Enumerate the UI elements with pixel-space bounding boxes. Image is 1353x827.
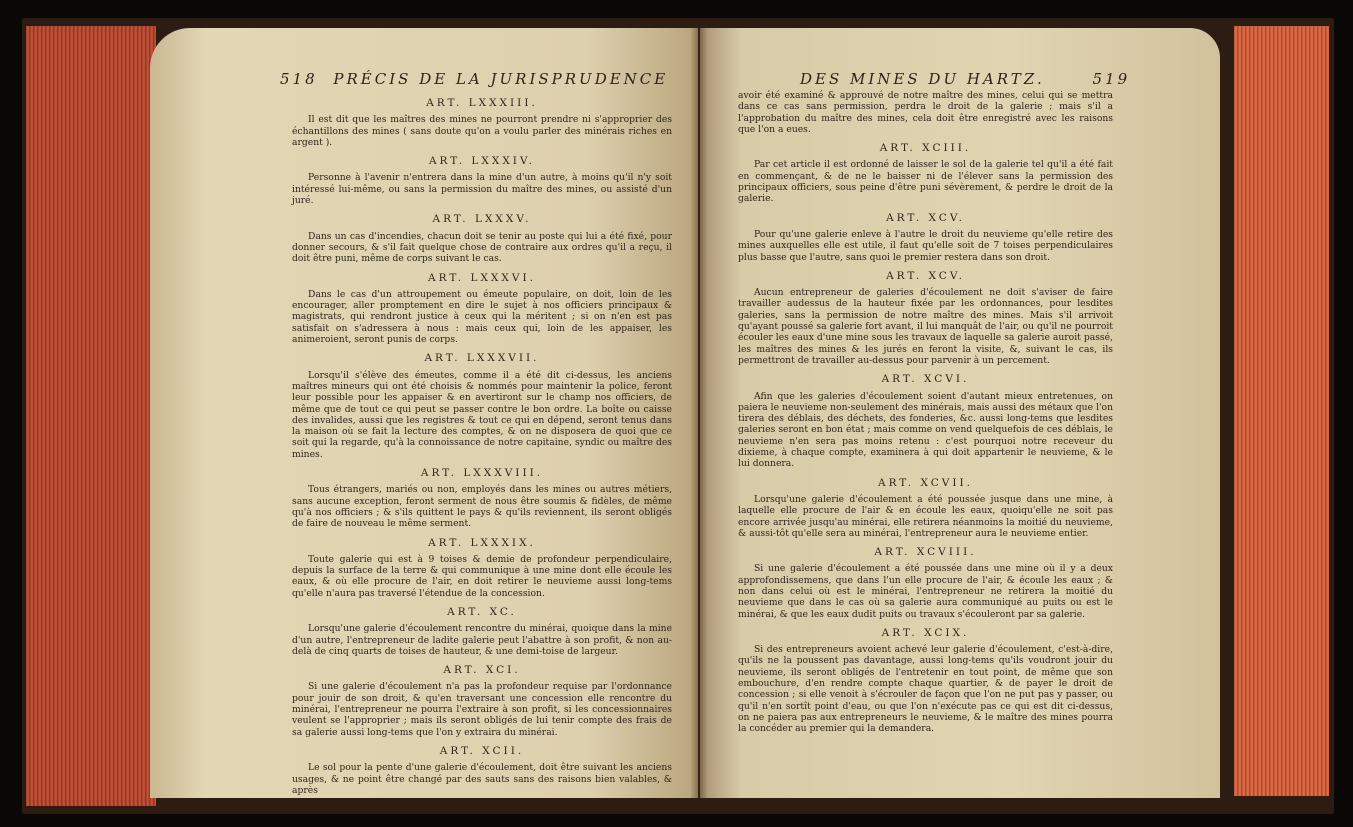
article: [738, 374, 1113, 469]
article-heading: ART. XCVIII.: [874, 546, 977, 559]
article-text: Dans un cas d'incendies, chacun doit se tenir au poste qui lui a été fixé, pour donner secours, & s'il fait quelque chose de contraire aux ordres qu'il a reçu, il doit être puni, même de corps suivant le cas.: [292, 230, 672, 265]
article-heading: ART. LXXXIII.: [426, 97, 538, 109]
article-heading: ART. LXXXIX.: [428, 536, 536, 549]
article-text: Si une galerie d'écoulement n'a pas la profondeur requise par l'ordonnance pour jouir de son droit, & qu'en traversant une concession elle rencontre du minérai, l'entrepreneur ne pourra l'extraire à son profit, si les concessionnaires veulent se l'approprier ; mais ils seront obligés de lui tenir compte des frais de sa galerie aussi long-tems que l'on y extraira du minérai.: [292, 681, 672, 738]
article-text: Aucun entrepreneur de galeries d'écoulement ne doit s'aviser de faire travailler audessus de la hauteur fixée par les ordonnances, pour lesdites galeries, sans la permission de notre maître des mines. Mais s'il arrivoit qu'ayant poussé sa galerie fort avant, il lui manquât de l'air, ou qu'il ne pourroit écouler les eaux d'une mine sous les travaux de laquelle sa galerie auroit passé, les maîtres des mines & les jurés en feront la visite, &, suivant le cas, ils permettront de travailler au-dessus pour parvenir à un percement.: [738, 287, 1113, 366]
article: [292, 98, 672, 148]
article-text: Si des entrepreneurs avoient achevé leur galerie d'écoulement, c'est-à-dire, qu'ils ne la poussent pas davantage, aussi long-tems qu'ils voudront jouir du neuvieme, ils seront obligés de l'entretenir en tout point, de même que son embouchure, d'en rendre compte chaque quartier, & de payer le droit de concession ; si elle venoit à s'écrouler de façon que l'on ne put pas y passer, ou qu'il n'en sortît point d'eau, ou que l'on n'exécute pas ce qui est dit ci-dessus, on ne paiera pas aux entrepreneurs le neuvieme, & le maître des mines pourra la concéder au premier qui la demandera.: [738, 644, 1113, 735]
article: [292, 538, 672, 599]
article-heading: ART. XCVII.: [878, 476, 973, 489]
continuation-text: avoir été examiné & approuvé de notre maître des mines, celui qui se mettra dans ce cas sans permission, perdra le droit de la galerie ; mais s'il a l'approbation du maître des mines, cela doit être enregistré avec les raisons que l'on a eues.: [738, 90, 1113, 135]
article-text: Lorsqu'il s'élève des émeutes, comme il a été dit ci-dessus, les anciens maîtres mineurs qui ont été choisis & nommés pour maintenir la police, feront leur possible pour les appaiser & en avertiront sur le champ nos officiers, de même que de tout ce qui peut se passer contre le bon ordre. La boîte ou caisse des invalides, aussi que les registres & tout ce qui en dépend, seront tenus dans la maison où se fait la lecture des comptes, & on ne disposera de quoi que ce soit qui la regarde, qu'à la connoissance de notre capitaine, syndic ou maître des mines.: [292, 369, 672, 460]
article-text: Tous étrangers, mariés ou non, employés dans les mines ou autres métiers, sans aucune exception, feront serment de nous être soumis & fidèles, de même qu'à nos officiers ; & s'ils quittent le pays & qu'ils reviennent, ils seront obligés de faire de nouveau le même serment.: [292, 484, 672, 530]
running-head: DES MINES DU HARTZ.: [800, 70, 1045, 88]
article-heading: ART. XCII.: [439, 744, 525, 757]
article-text: Il est dit que les maîtres des mines ne pourront prendre ni s'approprier des échantillons des mines ( sans doute qu'on a voulu parler des minérais riches en argent ).: [292, 114, 672, 148]
article: [738, 143, 1113, 204]
book-gutter: [690, 28, 708, 798]
article-heading: ART. XCI.: [443, 664, 521, 677]
article-text: Personne à l'avenir n'entrera dans la mine d'un autre, à moins qu'il n'y soit intéressé lui-même, ou sans la permission du maître des mines, ou assisté d'un juré.: [292, 172, 672, 207]
article: [292, 746, 672, 796]
article-heading: ART. LXXXV.: [432, 213, 532, 226]
article-heading: ART. LXXXVI.: [428, 271, 536, 284]
article-heading: ART. XCIX.: [881, 626, 970, 639]
article: [738, 547, 1113, 620]
article: [292, 607, 672, 657]
page-number: 518: [280, 70, 318, 88]
running-head: PRÉCIS DE LA JURISPRUDENCE: [333, 70, 669, 88]
right-page-header: [800, 70, 1130, 88]
left-page-header: [280, 70, 668, 88]
article: [292, 273, 672, 346]
article: [738, 628, 1113, 735]
right-page-edges: [1234, 26, 1329, 796]
article-text: Le sol pour la pente d'une galerie d'écoulement, doit être suivant les anciens usages, & ne point être changé par des sauts sans des raisons bien valables, & après: [292, 762, 672, 796]
left-page-body: [292, 90, 672, 796]
article-text: Toute galerie qui est à 9 toises & demie de profondeur perpendiculaire, depuis la surface de la terre & qui communique à une mine dont elle écoule les eaux, & où elle procure de l'air, en doit retirer le neuvieme aussi long-tems qu'elle n'aura pas traversé l'étendue de la concession.: [292, 553, 672, 599]
article: [738, 478, 1113, 539]
page-number: 519: [1092, 70, 1131, 88]
article-heading: ART. LXXXVIII.: [420, 467, 544, 480]
article: [738, 213, 1113, 263]
article: [292, 214, 672, 264]
left-page: [150, 28, 698, 798]
article-text: Lorsqu'une galerie d'écoulement rencontre du minérai, quoique dans la mine d'un autre, l'entrepreneur de ladite galerie peut l'abattre à son profit, & non au-delà de cinq quarts de toises de hauteur, & une demi-toise de largeur.: [292, 623, 672, 657]
right-page-body: [738, 90, 1113, 735]
article: [292, 468, 672, 529]
article: [292, 156, 672, 206]
article-heading: ART. XCV.: [886, 269, 965, 282]
article-heading: ART. XCIII.: [879, 142, 972, 155]
article-text: Lorsqu'une galerie d'écoulement a été poussée jusque dans une mine, à laquelle elle procure de l'air & en écoule les eaux, quoiqu'elle ne soit pas encore arrivée jusqu'au minérai, elle retirera néanmoins la moitié du neuvieme, & aussi-tôt qu'elle sera au minérai, l'entrepreneur aura le neuvieme entier.: [738, 493, 1113, 539]
article-heading: ART. LXXXVII.: [424, 352, 540, 365]
article-heading: ART. LXXXIV.: [428, 155, 536, 168]
right-page: [700, 28, 1220, 798]
article: [738, 271, 1113, 366]
article-text: Par cet article il est ordonné de laisser le sol de la galerie tel qu'il a été fait en commençant, & de ne le baisser ni de l'élever sans la permission des principaux officiers, sous peine d'être puni sévèrement, & perdre le droit de la galerie.: [738, 159, 1113, 205]
article-text: Afin que les galeries d'écoulement soient d'autant mieux entretenues, on paiera le neuvieme non-seulement des minérais, mais aussi des métaux que l'on tirera des déblais, des déchets, des fonderies, &c. aussi long-tems que lesdites galeries seront en bon état ; mais comme on vend quelquefois de ces déblais, le neuvieme n'en sera pas moins retenu : c'est pourquoi notre receveur du dixieme, à chaque compte, examinera à qui doit appartenir le neuvieme, & le lui donnera.: [738, 390, 1113, 470]
article-heading: ART. XCVI.: [881, 373, 970, 386]
article: [292, 353, 672, 460]
article-heading: ART. XC.: [447, 605, 517, 618]
article-text: Si une galerie d'écoulement a été poussée dans une mine où il y a deux approfondissemens, que dans l'un elle procure de l'air, & écoule les eaux ; & non dans celui où est le minérai, l'entrepreneur ne retirera la moitié du neuvieme que dans le cas où sa galerie aura communiqué au puits ou est le minérai, & que les eaux dudit puits ou travaux s'écouleront par sa galerie.: [738, 563, 1113, 620]
article: [292, 665, 672, 738]
article-text: Pour qu'une galerie enleve à l'autre le droit du neuvieme qu'elle retire des mines auxquelles elle est utile, il faut qu'elle soit de 7 toises perpendiculaires plus basse que l'autre, sans quoi le premier restera dans son droit.: [738, 228, 1113, 263]
article-text: Dans le cas d'un attroupement ou émeute populaire, on doit, loin de les encourager, aller promptement en dire le sujet à nos officiers principaux & magistrats, qui rendront justice à ceux qui la méritent ; si on n'en est pas satisfait on s'adressera à nous : mais ceux qui, loin de les appaiser, les animeroient, seront punis de corps.: [292, 288, 672, 346]
left-page-edges: [26, 26, 156, 806]
article-heading: ART. XCV.: [886, 211, 965, 224]
